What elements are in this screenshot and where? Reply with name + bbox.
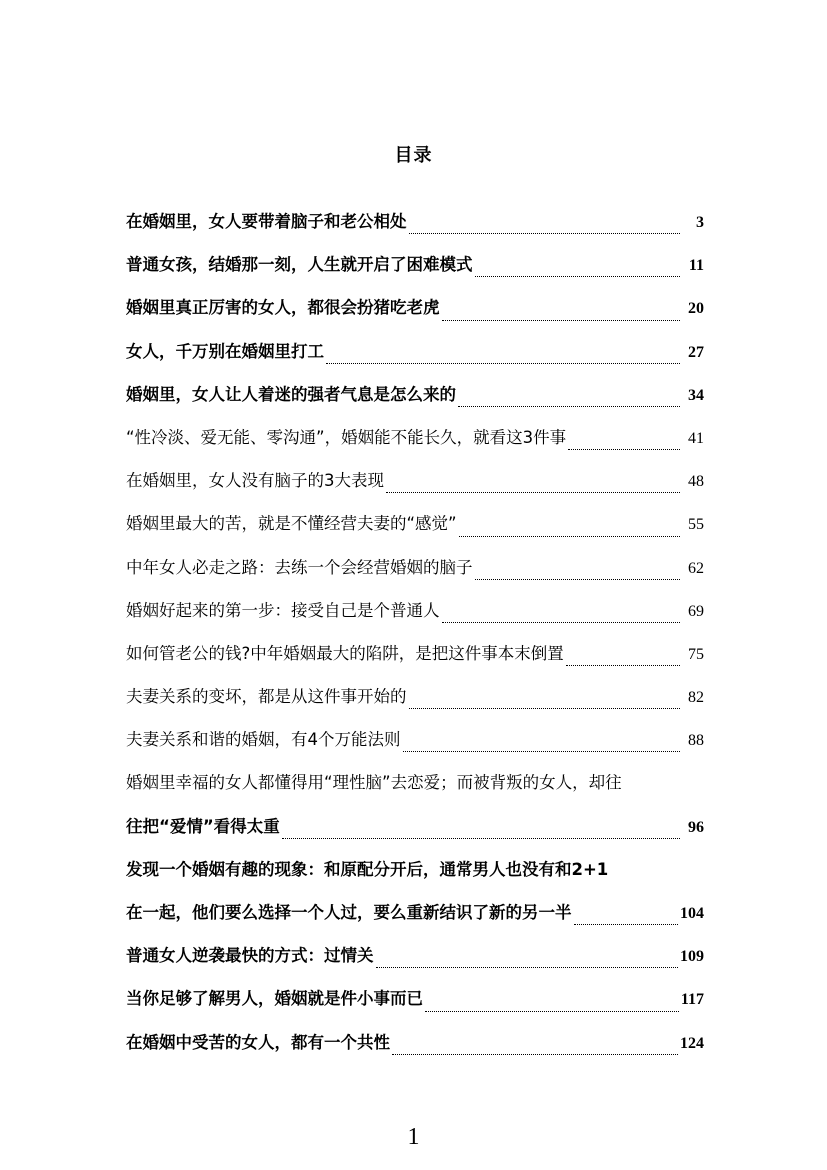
toc-entry-title: 婚姻里幸福的女人都懂得用“理性脑”去恋爱；而被背叛的女人，却往 — [126, 773, 622, 793]
toc-dot-leader — [475, 275, 681, 277]
toc-entry-title: 发现一个婚姻有趣的现象：和原配分开后，通常男人也没有和2+1 — [126, 859, 609, 879]
toc-entry-page-number: 117 — [680, 991, 704, 1009]
toc-entry[interactable] — [126, 594, 704, 637]
toc-entry[interactable] — [126, 766, 704, 809]
toc-entry-page-number: 69 — [688, 602, 704, 620]
toc-entry[interactable] — [126, 810, 704, 853]
toc-entry-page-number: 27 — [688, 343, 704, 361]
toc-dot-leader — [566, 664, 680, 666]
toc-dot-leader — [442, 621, 681, 623]
toc-dot-leader — [282, 837, 680, 839]
toc-entry-page-number: 41 — [688, 429, 704, 447]
toc-dot-leader — [442, 319, 681, 321]
toc-dot-leader — [475, 578, 681, 580]
toc-entry-title: 在婚姻中受苦的女人，都有一个共性 — [126, 1032, 390, 1052]
toc-entry-title: 在婚姻里，女人没有脑子的3大表现 — [126, 471, 384, 491]
toc-entry-title: 夫妻关系的变坏，都是从这件事开始的 — [126, 687, 407, 707]
toc-entry-title: 如何管老公的钱?中年婚姻最大的陷阱，是把这件事本末倒置 — [126, 643, 564, 663]
toc-entry[interactable] — [126, 637, 704, 680]
toc-dot-leader — [392, 1053, 678, 1055]
toc-entry-title: 婚姻里，女人让人着迷的强者气息是怎么来的 — [126, 384, 456, 404]
toc-entry-title: 中年女人必走之路：去练一个会经营婚姻的脑子 — [126, 557, 473, 577]
toc-dot-leader — [425, 1010, 679, 1012]
toc-entry-page-number: 104 — [680, 905, 704, 922]
toc-entry-page-number: 109 — [680, 948, 704, 966]
toc-entry[interactable] — [126, 551, 704, 594]
toc-entry[interactable] — [126, 853, 704, 896]
toc-entry-page-number: 82 — [688, 689, 704, 707]
toc-entry-page-number: 11 — [688, 257, 704, 275]
toc-dot-leader — [574, 923, 679, 925]
toc-entry-title: 当你足够了解男人，婚姻就是件小事而已 — [126, 989, 423, 1009]
toc-entry[interactable] — [126, 896, 704, 939]
toc-entry-page-number: 124 — [680, 1034, 704, 1052]
toc-dot-leader — [458, 405, 680, 407]
toc-entry[interactable] — [126, 1026, 704, 1069]
toc-entry-title: 普通女孩，结婚那一刻，人生就开启了困难模式 — [126, 255, 473, 275]
toc-entry-title: “性冷淡、爱无能、零沟通”，婚姻能不能长久，就看这3件事 — [126, 427, 567, 447]
toc-entry-title: 婚姻里最大的苦，就是不懂经营夫妻的“感觉” — [126, 514, 457, 534]
toc-dot-leader — [459, 535, 680, 537]
toc-entry[interactable] — [126, 378, 704, 421]
toc-entry[interactable] — [126, 205, 704, 248]
toc-dot-leader — [376, 966, 679, 968]
toc-entry-page-number: 48 — [688, 473, 704, 491]
toc-entry-title: 在婚姻里，女人要带着脑子和老公相处 — [126, 212, 407, 231]
toc-entry[interactable] — [126, 507, 704, 550]
toc-dot-leader — [568, 448, 680, 450]
toc-entry-page-number: 88 — [688, 732, 704, 750]
page-number: 1 — [407, 1124, 420, 1150]
toc-entry-page-number: 96 — [688, 818, 704, 836]
toc-entry-page-number: 62 — [688, 559, 704, 577]
table-of-contents — [126, 205, 704, 1069]
toc-dot-leader — [386, 491, 680, 493]
toc-title: 目录 — [394, 145, 433, 166]
toc-entry-page-number: 75 — [688, 645, 704, 663]
toc-entry[interactable] — [126, 939, 704, 982]
toc-dot-leader — [403, 750, 681, 752]
toc-dot-leader — [409, 232, 681, 234]
toc-entry[interactable] — [126, 248, 704, 291]
toc-entry[interactable] — [126, 680, 704, 723]
toc-entry-title: 往把“爱情”看得太重 — [126, 816, 280, 836]
toc-entry-title: 女人，千万别在婚姻里打工 — [126, 341, 324, 361]
toc-entry[interactable] — [126, 723, 704, 766]
toc-entry-page-number: 34 — [688, 386, 704, 404]
toc-entry[interactable] — [126, 291, 704, 334]
toc-entry-title: 普通女人逆袭最快的方式：过情关 — [126, 946, 374, 966]
toc-entry-title: 婚姻好起来的第一步：接受自己是个普通人 — [126, 600, 440, 620]
toc-entry-page-number: 55 — [688, 516, 704, 534]
toc-entry-title: 婚姻里真正厉害的女人，都很会扮猪吃老虎 — [126, 298, 440, 318]
toc-entry-title: 在一起，他们要么选择一个人过，要么重新结识了新的另一半 — [126, 903, 572, 922]
toc-dot-leader — [409, 707, 681, 709]
toc-entry-page-number: 3 — [696, 214, 704, 231]
toc-entry[interactable] — [126, 335, 704, 378]
toc-dot-leader — [326, 362, 680, 364]
toc-entry[interactable] — [126, 982, 704, 1025]
toc-entry-page-number: 20 — [688, 300, 704, 318]
toc-entry[interactable] — [126, 464, 704, 507]
toc-entry[interactable] — [126, 421, 704, 464]
toc-entry-title: 夫妻关系和谐的婚姻，有4个万能法则 — [126, 730, 401, 750]
